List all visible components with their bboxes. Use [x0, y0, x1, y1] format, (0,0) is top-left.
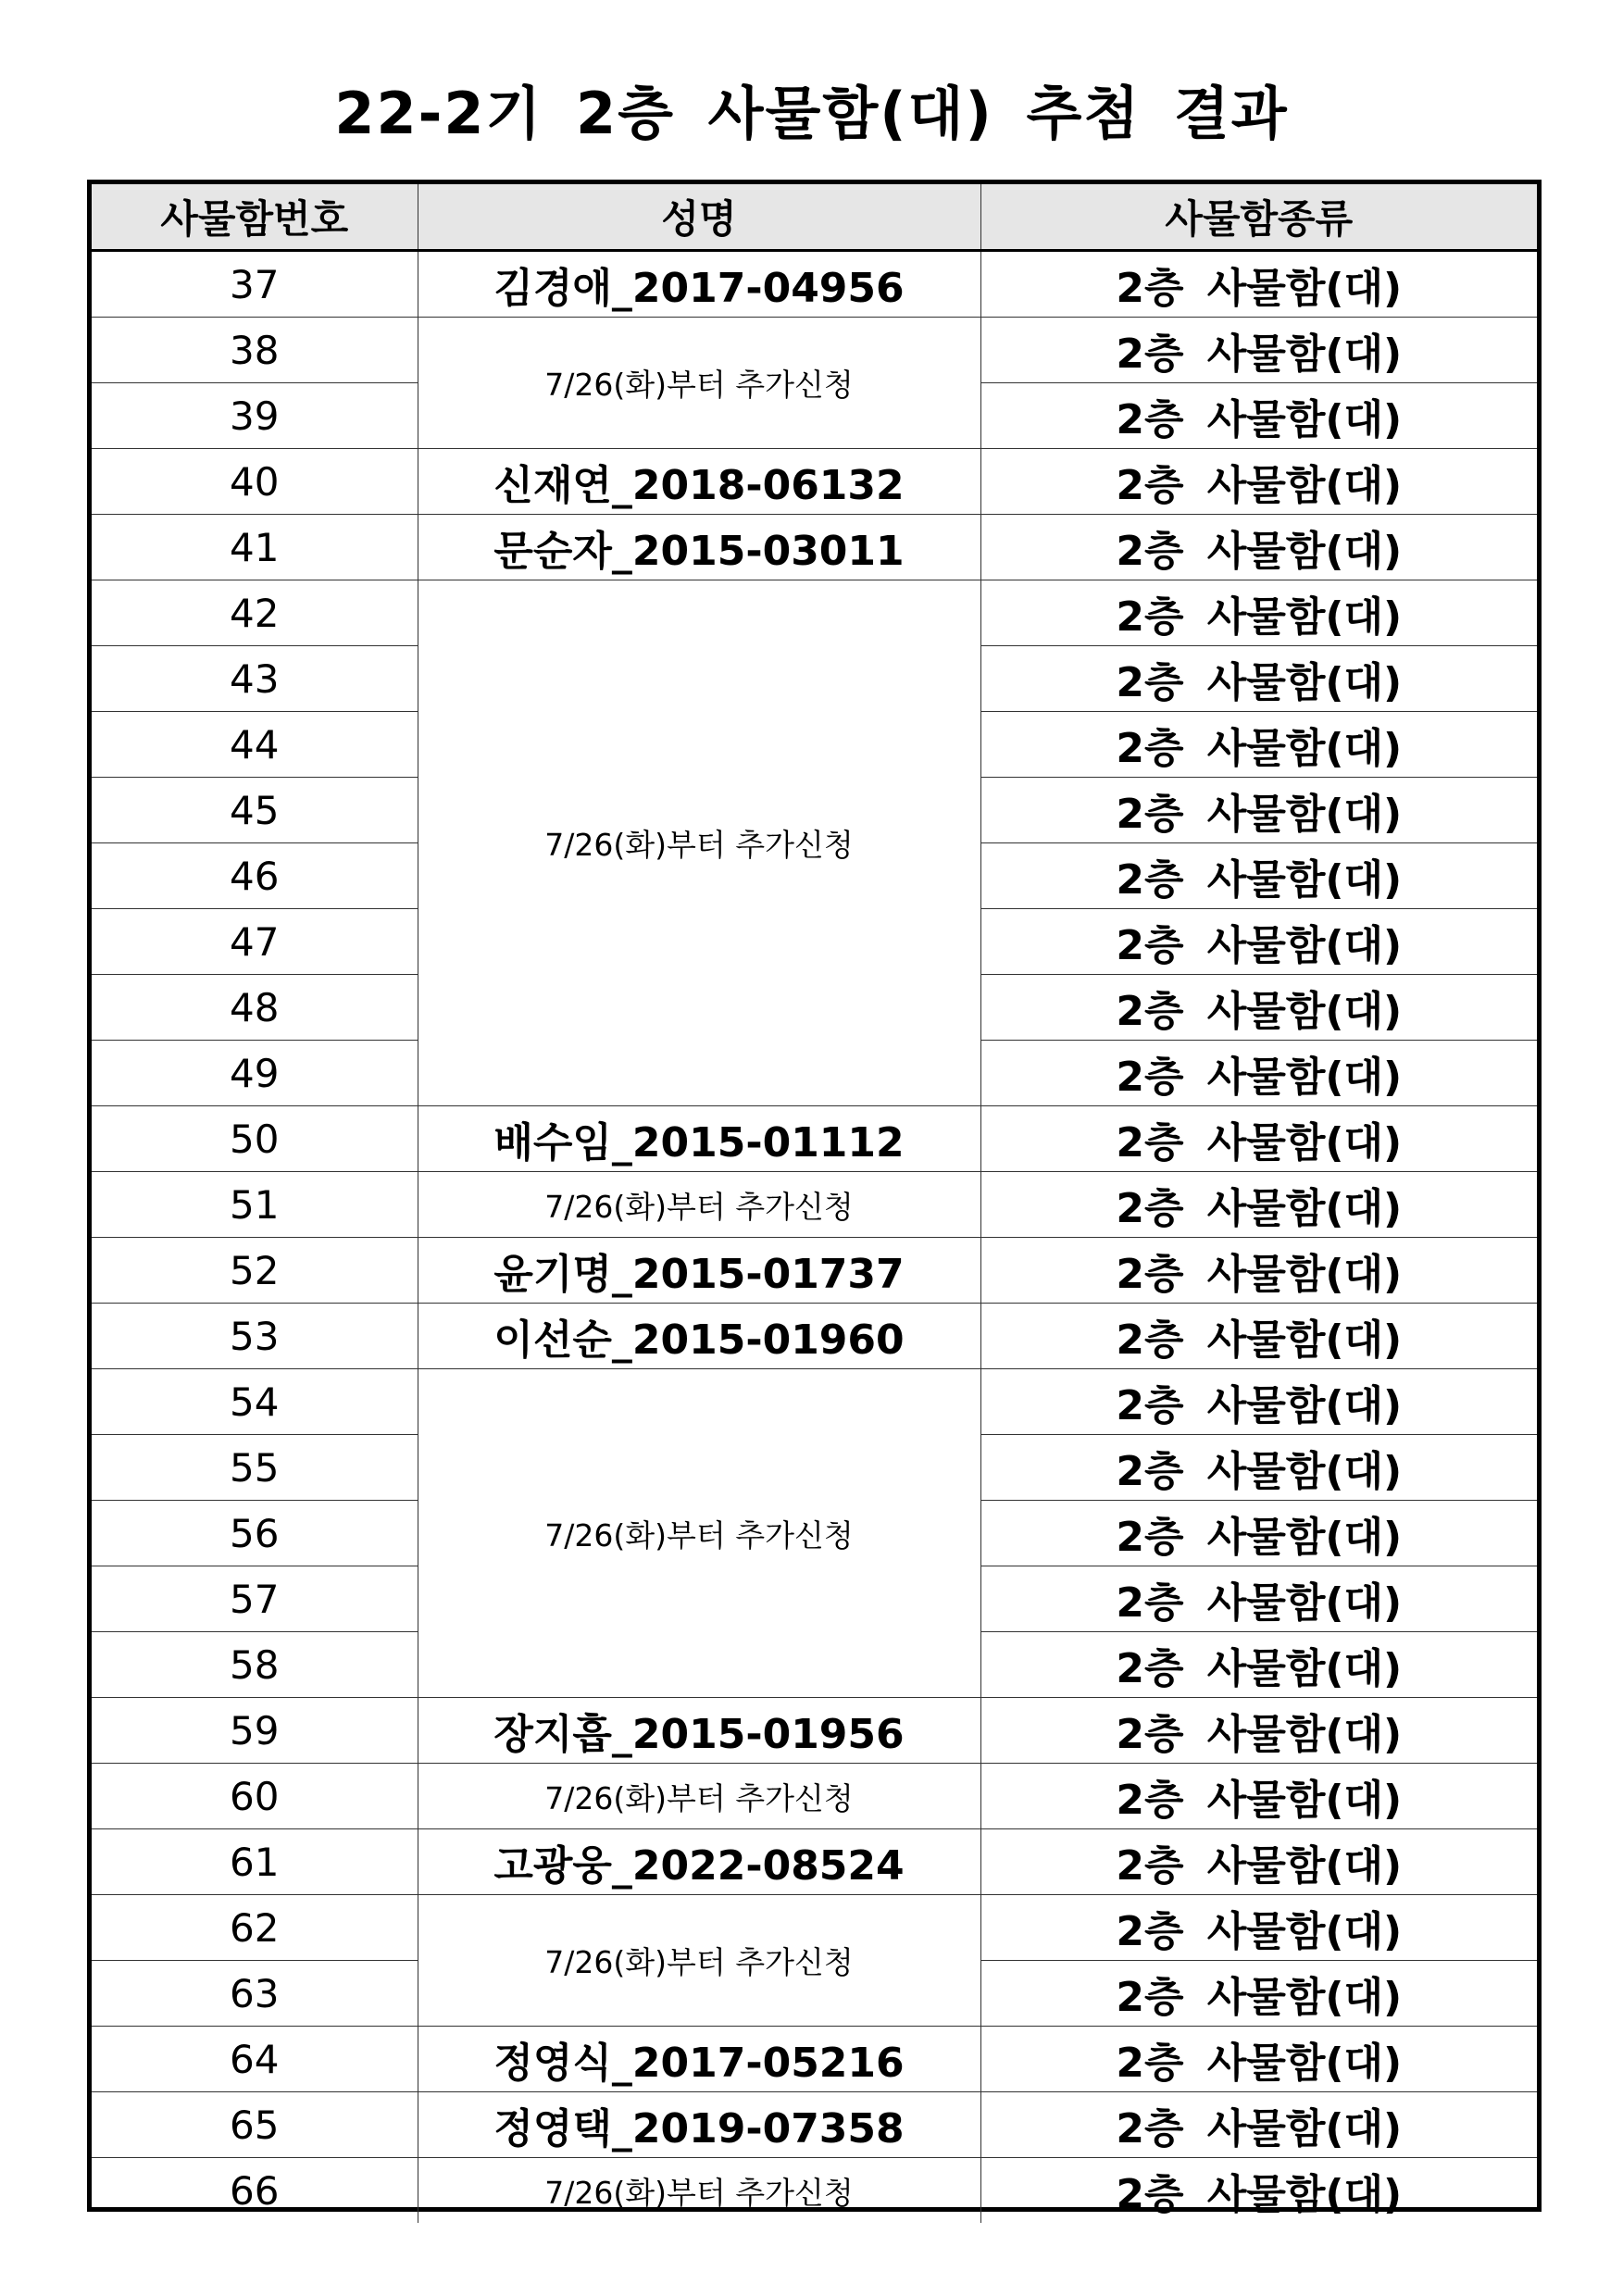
locker-number-cell: 47 — [92, 909, 418, 975]
locker-type-cell: 2층 사물함(대) — [980, 383, 1537, 449]
additional-application-note-cell: 7/26(화)부터 추가신청 — [418, 318, 980, 449]
locker-number-cell: 60 — [92, 1764, 418, 1829]
additional-application-note-cell: 7/26(화)부터 추가신청 — [418, 1172, 980, 1238]
locker-type-cell: 2층 사물함(대) — [980, 1961, 1537, 2027]
locker-number-cell: 41 — [92, 515, 418, 580]
locker-number-cell: 54 — [92, 1369, 418, 1435]
locker-type-cell: 2층 사물함(대) — [980, 2092, 1537, 2158]
locker-number-cell: 38 — [92, 318, 418, 383]
locker-number-cell: 63 — [92, 1961, 418, 2027]
table-row — [92, 318, 1537, 383]
table-body — [92, 251, 1537, 2224]
additional-application-note-cell: 7/26(화)부터 추가신청 — [418, 580, 980, 1106]
table-row — [92, 2158, 1537, 2224]
table-row — [92, 1304, 1537, 1369]
locker-type-cell: 2층 사물함(대) — [980, 975, 1537, 1041]
table-row — [92, 1764, 1537, 1829]
locker-type-cell: 2층 사물함(대) — [980, 449, 1537, 515]
table-row — [92, 2092, 1537, 2158]
locker-type-cell: 2층 사물함(대) — [980, 318, 1537, 383]
locker-number-cell: 51 — [92, 1172, 418, 1238]
table-row — [92, 251, 1537, 318]
header-name: 성명 — [418, 184, 980, 251]
locker-number-cell: 58 — [92, 1632, 418, 1698]
locker-type-cell: 2층 사물함(대) — [980, 580, 1537, 646]
assignee-name-cell: 고광웅_2022-08524 — [418, 1829, 980, 1895]
assignee-name-cell: 정영식_2017-05216 — [418, 2027, 980, 2092]
locker-number-cell: 52 — [92, 1238, 418, 1304]
locker-number-cell: 39 — [92, 383, 418, 449]
table-row — [92, 1895, 1537, 1961]
table-header-row — [92, 184, 1537, 251]
page-title: 22-2기 2층 사물함(대) 추첨 결과 — [334, 80, 1289, 147]
table-row — [92, 515, 1537, 580]
additional-application-note-cell: 7/26(화)부터 추가신청 — [418, 1369, 980, 1698]
table-row — [92, 580, 1537, 646]
locker-number-cell: 66 — [92, 2158, 418, 2224]
locker-number-cell: 57 — [92, 1566, 418, 1632]
table-row — [92, 2027, 1537, 2092]
locker-type-cell: 2층 사물함(대) — [980, 1895, 1537, 1961]
table-row — [92, 449, 1537, 515]
table-row — [92, 1172, 1537, 1238]
locker-type-cell: 2층 사물함(대) — [980, 515, 1537, 580]
locker-number-cell: 64 — [92, 2027, 418, 2092]
locker-type-cell: 2층 사물함(대) — [980, 2027, 1537, 2092]
locker-type-cell: 2층 사물함(대) — [980, 1041, 1537, 1106]
locker-number-cell: 44 — [92, 712, 418, 778]
locker-number-cell: 50 — [92, 1106, 418, 1172]
locker-type-cell: 2층 사물함(대) — [980, 1172, 1537, 1238]
locker-type-cell: 2층 사물함(대) — [980, 1238, 1537, 1304]
locker-type-cell: 2층 사물함(대) — [980, 646, 1537, 712]
locker-number-cell: 46 — [92, 843, 418, 909]
locker-type-cell: 2층 사물함(대) — [980, 843, 1537, 909]
table-row — [92, 1106, 1537, 1172]
table-row — [92, 1829, 1537, 1895]
header-locker-type: 사물함종류 — [980, 184, 1537, 251]
locker-number-cell: 59 — [92, 1698, 418, 1764]
locker-number-cell: 53 — [92, 1304, 418, 1369]
assignee-name-cell: 신재연_2018-06132 — [418, 449, 980, 515]
locker-number-cell: 48 — [92, 975, 418, 1041]
additional-application-note-cell: 7/26(화)부터 추가신청 — [418, 1764, 980, 1829]
header-locker-number: 사물함번호 — [92, 184, 418, 251]
assignee-name-cell: 문순자_2015-03011 — [418, 515, 980, 580]
locker-type-cell: 2층 사물함(대) — [980, 1304, 1537, 1369]
locker-number-cell: 55 — [92, 1435, 418, 1501]
locker-type-cell: 2층 사물함(대) — [980, 1764, 1537, 1829]
table-row — [92, 1238, 1537, 1304]
locker-number-cell: 56 — [92, 1501, 418, 1566]
locker-number-cell: 42 — [92, 580, 418, 646]
locker-number-cell: 65 — [92, 2092, 418, 2158]
additional-application-note-cell: 7/26(화)부터 추가신청 — [418, 2158, 980, 2224]
assignee-name-cell: 장지흡_2015-01956 — [418, 1698, 980, 1764]
assignee-name-cell: 정영택_2019-07358 — [418, 2092, 980, 2158]
locker-type-cell: 2층 사물함(대) — [980, 1106, 1537, 1172]
locker-number-cell: 45 — [92, 778, 418, 843]
locker-type-cell: 2층 사물함(대) — [980, 909, 1537, 975]
locker-number-cell: 43 — [92, 646, 418, 712]
locker-type-cell: 2층 사물함(대) — [980, 1829, 1537, 1895]
locker-number-cell: 49 — [92, 1041, 418, 1106]
locker-type-cell: 2층 사물함(대) — [980, 712, 1537, 778]
locker-type-cell: 2층 사물함(대) — [980, 1698, 1537, 1764]
locker-type-cell: 2층 사물함(대) — [980, 1632, 1537, 1698]
locker-number-cell: 40 — [92, 449, 418, 515]
table-row — [92, 1369, 1537, 1435]
assignee-name-cell: 배수임_2015-01112 — [418, 1106, 980, 1172]
additional-application-note-cell: 7/26(화)부터 추가신청 — [418, 1895, 980, 2027]
locker-number-cell: 61 — [92, 1829, 418, 1895]
assignee-name-cell: 이선순_2015-01960 — [418, 1304, 980, 1369]
locker-type-cell: 2층 사물함(대) — [980, 1501, 1537, 1566]
locker-number-cell: 37 — [92, 251, 418, 318]
assignee-name-cell: 윤기명_2015-01737 — [418, 1238, 980, 1304]
locker-type-cell: 2층 사물함(대) — [980, 778, 1537, 843]
locker-type-cell: 2층 사물함(대) — [980, 1369, 1537, 1435]
locker-type-cell: 2층 사물함(대) — [980, 1435, 1537, 1501]
locker-type-cell: 2층 사물함(대) — [980, 1566, 1537, 1632]
locker-result-table — [87, 180, 1542, 2218]
locker-type-cell: 2층 사물함(대) — [980, 251, 1537, 318]
assignee-name-cell: 김경애_2017-04956 — [418, 251, 980, 318]
table-row — [92, 1698, 1537, 1764]
locker-type-cell: 2층 사물함(대) — [980, 2158, 1537, 2224]
locker-number-cell: 62 — [92, 1895, 418, 1961]
result-table — [92, 184, 1537, 2223]
